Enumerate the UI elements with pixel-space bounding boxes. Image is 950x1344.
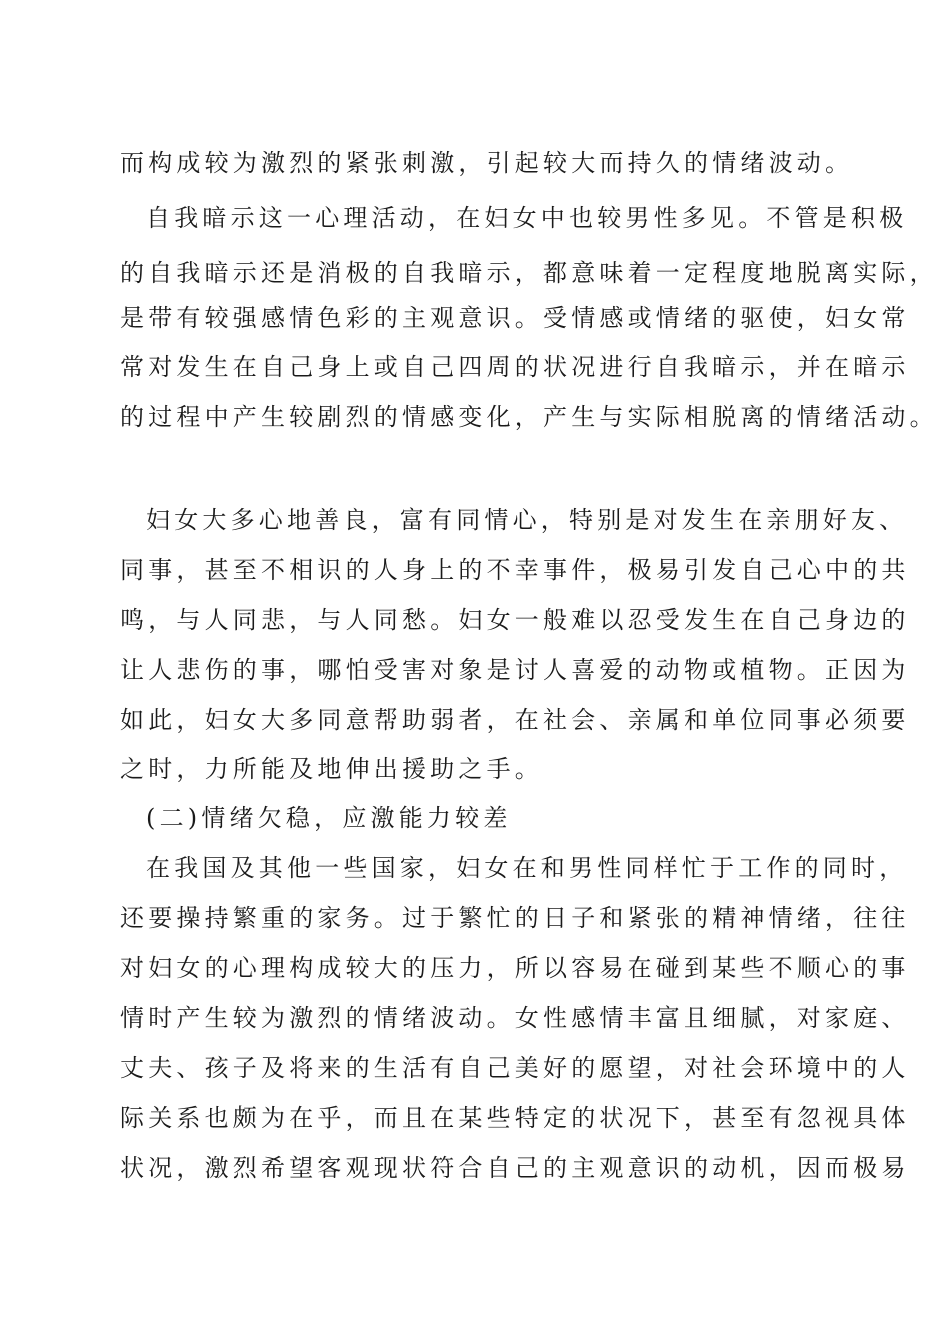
text-line: 而构成较为激烈的紧张刺激，引起较大而持久的情绪波动。 bbox=[120, 149, 854, 177]
text-line: 情时产生较为激烈的情绪波动。女性感情丰富且细腻，对家庭、 bbox=[120, 1004, 910, 1032]
section-heading: (二)情绪欠稳，应激能力较差 bbox=[146, 804, 512, 832]
text-line: 是带有较强感情色彩的主观意识。受情感或情绪的驱使，妇女常 bbox=[120, 304, 910, 332]
text-line: 状况，激烈希望客观现状符合自己的主观意识的动机，因而极易 bbox=[120, 1154, 910, 1182]
text-line: 在我国及其他一些国家，妇女在和男性同样忙于工作的同时， bbox=[146, 854, 908, 882]
text-line: 丈夫、孩子及将来的生活有自己美好的愿望，对社会环境中的人 bbox=[120, 1054, 910, 1082]
text-line: 让人悲伤的事，哪怕受害对象是讨人喜爱的动物或植物。正因为 bbox=[120, 656, 910, 684]
text-line: 之时，力所能及地伸出援助之手。 bbox=[120, 755, 543, 783]
text-line: 的自我暗示还是消极的自我暗示，都意味着一定程度地脱离实际， bbox=[120, 259, 938, 287]
text-line: 鸣，与人同悲，与人同愁。妇女一般难以忍受发生在自己身边的 bbox=[120, 606, 910, 634]
text-line: 的过程中产生较剧烈的情感变化，产生与实际相脱离的情绪活动。 bbox=[120, 403, 938, 431]
text-line: 自我暗示这一心理活动，在妇女中也较男性多见。不管是积极 bbox=[146, 204, 908, 232]
text-line: 对妇女的心理构成较大的压力，所以容易在碰到某些不顺心的事 bbox=[120, 954, 910, 982]
text-line: 还要操持繁重的家务。过于繁忙的日子和紧张的精神情绪，往往 bbox=[120, 904, 910, 932]
text-line: 同事，甚至不相识的人身上的不幸事件，极易引发自己心中的共 bbox=[120, 556, 910, 584]
text-line: 妇女大多心地善良，富有同情心，特别是对发生在亲朋好友、 bbox=[146, 506, 908, 534]
text-line: 际关系也颇为在乎，而且在某些特定的状况下，甚至有忽视具体 bbox=[120, 1104, 910, 1132]
text-line: 如此，妇女大多同意帮助弱者，在社会、亲属和单位同事必须要 bbox=[120, 706, 910, 734]
text-line: 常对发生在自己身上或自己四周的状况进行自我暗示，并在暗示 bbox=[120, 353, 910, 381]
